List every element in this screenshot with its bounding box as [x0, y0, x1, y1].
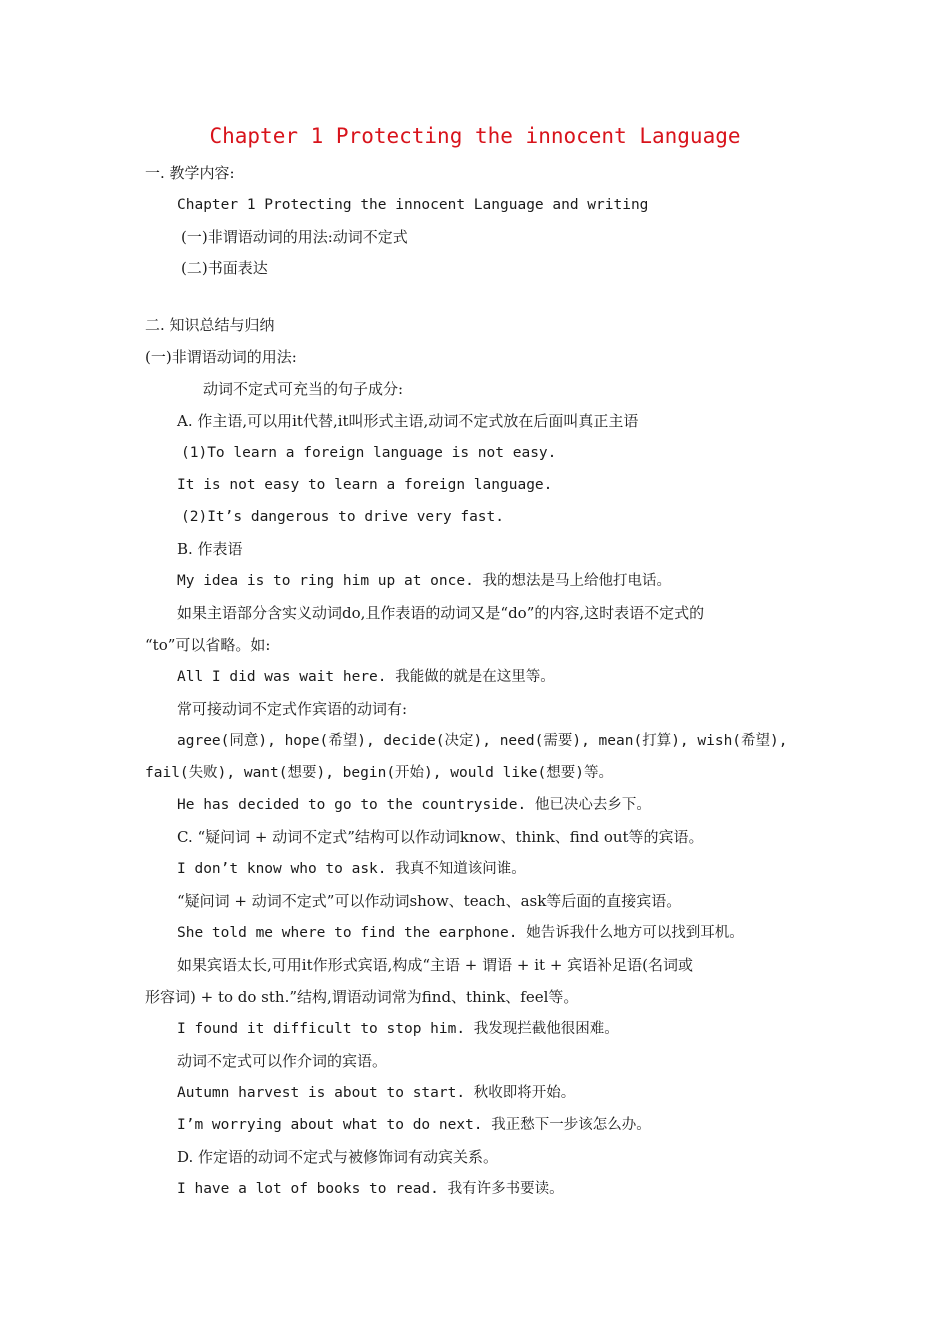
example-sentence: (1)To learn a foreign language is not easy.	[181, 445, 557, 461]
paragraph: (一)非谓语动词的用法:动词不定式	[181, 228, 408, 246]
document-title: Chapter 1 Protecting the innocent Language	[209, 124, 741, 148]
paragraph: agree(同意), hope(希望), decide(决定), need(需要), mean(打算), wish(希望),	[177, 733, 788, 749]
paragraph: 形容词) + to do sth.”结构,谓语动词常为find、think、feel等。	[145, 988, 579, 1006]
paragraph: A. 作主语,可以用it代替,it叫形式主语,动词不定式放在后面叫真正主语	[177, 412, 639, 430]
paragraph: 如果宾语太长,可用it作形式宾语,构成“主语 + 谓语 + it + 宾语补足语(名词或	[177, 956, 694, 974]
example-sentence: I’m worrying about what to do next. 我正愁下一步该怎么办。	[177, 1117, 651, 1133]
example-sentence: I found it difficult to stop him. 我发现拦截他很困难。	[177, 1021, 619, 1037]
section-heading-1: 一. 教学内容:	[145, 164, 235, 182]
paragraph: D. 作定语的动词不定式与被修饰词有动宾关系。	[177, 1148, 499, 1166]
paragraph: C. “疑问词 + 动词不定式”结构可以作动词know、think、find out等的宾语。	[177, 828, 704, 846]
paragraph: 常可接动词不定式作宾语的动词有:	[177, 700, 408, 718]
section-heading-2: 二. 知识总结与归纳	[145, 316, 275, 334]
paragraph: 如果主语部分含实义动词do,且作表语的动词又是“do”的内容,这时表语不定式的	[177, 604, 705, 622]
example-sentence: I don’t know who to ask. 我真不知道该问谁。	[177, 861, 526, 877]
paragraph: “to”可以省略。如:	[145, 636, 271, 654]
paragraph: (二)书面表达	[181, 259, 268, 277]
example-sentence: Autumn harvest is about to start. 秋收即将开始。	[177, 1085, 576, 1101]
example-sentence: All I did was wait here. 我能做的就是在这里等。	[177, 669, 555, 685]
paragraph: fail(失败), want(想要), begin(开始), would like(想要)等。	[145, 765, 613, 781]
paragraph: B. 作表语	[177, 540, 243, 558]
paragraph: 动词不定式可以作介词的宾语。	[177, 1052, 388, 1070]
example-sentence: It is not easy to learn a foreign language.	[177, 477, 553, 493]
subsection-heading: (一)非谓语动词的用法:	[145, 348, 297, 366]
example-sentence: My idea is to ring him up at once. 我的想法是马上给他打电话。	[177, 573, 672, 589]
example-sentence: She told me where to find the earphone. 她告诉我什么地方可以找到耳机。	[177, 925, 744, 941]
example-sentence: He has decided to go to the countryside. 他已决心去乡下。	[177, 797, 651, 813]
example-sentence: (2)It’s dangerous to drive very fast.	[181, 509, 505, 525]
paragraph: 动词不定式可充当的句子成分:	[203, 380, 404, 398]
example-sentence: I have a lot of books to read. 我有许多书要读。	[177, 1181, 564, 1197]
paragraph: “疑问词 + 动词不定式”可以作动词show、teach、ask等后面的直接宾语。	[177, 892, 682, 910]
paragraph: Chapter 1 Protecting the innocent Language and writing	[177, 197, 649, 213]
